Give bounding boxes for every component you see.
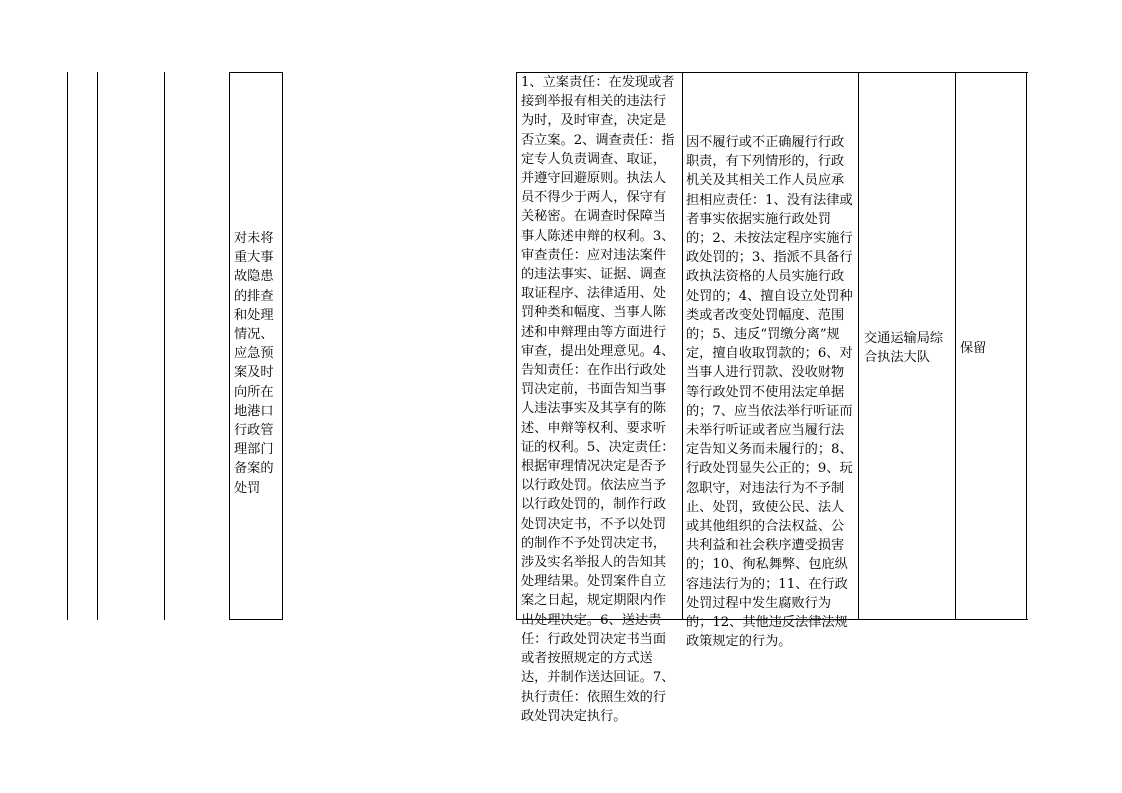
item-name-cell: 对未将重大事故隐患的排查和处理情况、应急预案及时向所在地港口行政管理部门备案的处罚 — [234, 231, 274, 496]
status-cell: 保留 — [960, 341, 987, 356]
column-divider — [229, 72, 230, 620]
department-cell: 交通运输局综合执法大队 — [864, 331, 944, 366]
column-divider — [164, 72, 165, 620]
table-border-left — [67, 72, 68, 620]
row-top-border — [229, 72, 283, 73]
table-border-right — [1026, 72, 1027, 620]
responsibility-cell: 1、立案责任：在发现或者接到举报有相关的违法行为时，及时审查，决定是否立案。2、调查责任：指定专人负责调查、取证，并遵守回避原则。执法人员不得少于两人，保守有关秘密。在调查时保障当事人陈述申辩的权利。3、审查责任：应对违法案件的违法事实、证据、调查取证程序、法律适用、处罚种类和幅度、当事人陈述和申辩理由等方面进行审查，提出处理意见。4、告知责任：在作出行政处罚决定前，书面告知当事人违法事实及其享有的陈述、申辩等权利、要求听证的权利。5、决定责任：根据审理情况决定是否予以行政处罚。依法应当予以行政处罚的，制作行政处罚决定书，不予以处罚的制作不予处罚决定书，涉及实名举报人的告知其处理结果。处罚案件自立案之日起，规定期限内作出处理决定。6、送达责任：行政处罚决定书当面或者按照规定的方式送达，并制作送达回证。7、执行责任：依照生效的行政处罚决定执行。 — [521, 75, 675, 724]
column-divider — [682, 72, 683, 620]
accountability-cell: 因不履行或不正确履行行政职责，有下列情形的，行政机关及其相关工作人员应承担相应责任：1、没有法律或者事实依据实施行政处罚的；2、未按法定程序实施行政处罚的；3、指派不具备行政执法资格的人员实施行政处罚的；4、擅自设立处罚种类或者改变处罚幅度、范围的；5、违反“罚缴分离”规定，擅自收取罚款的；6、对当事人进行罚款、没收财物等行政处罚不使用法定单据的；7、应当依法举行听证而未举行听证或者应当履行法定告知义务而未履行的；8、行政处罚显失公正的；9、玩忽职守，对违法行为不予制止、处罚，致使公民、法人或其他组织的合法权益、公共利益和社会秩序遭受损害的；10、徇私舞弊、包庇纵容违法行为的；11、在行政处罚过程中发生腐败行为的；12、其他违反法律法规政策规定的行为。 — [686, 135, 853, 650]
column-divider — [516, 72, 517, 620]
row-bottom-border — [229, 619, 283, 620]
column-divider — [858, 72, 859, 620]
column-divider — [97, 72, 98, 620]
column-divider — [282, 72, 283, 620]
column-divider — [955, 72, 956, 620]
